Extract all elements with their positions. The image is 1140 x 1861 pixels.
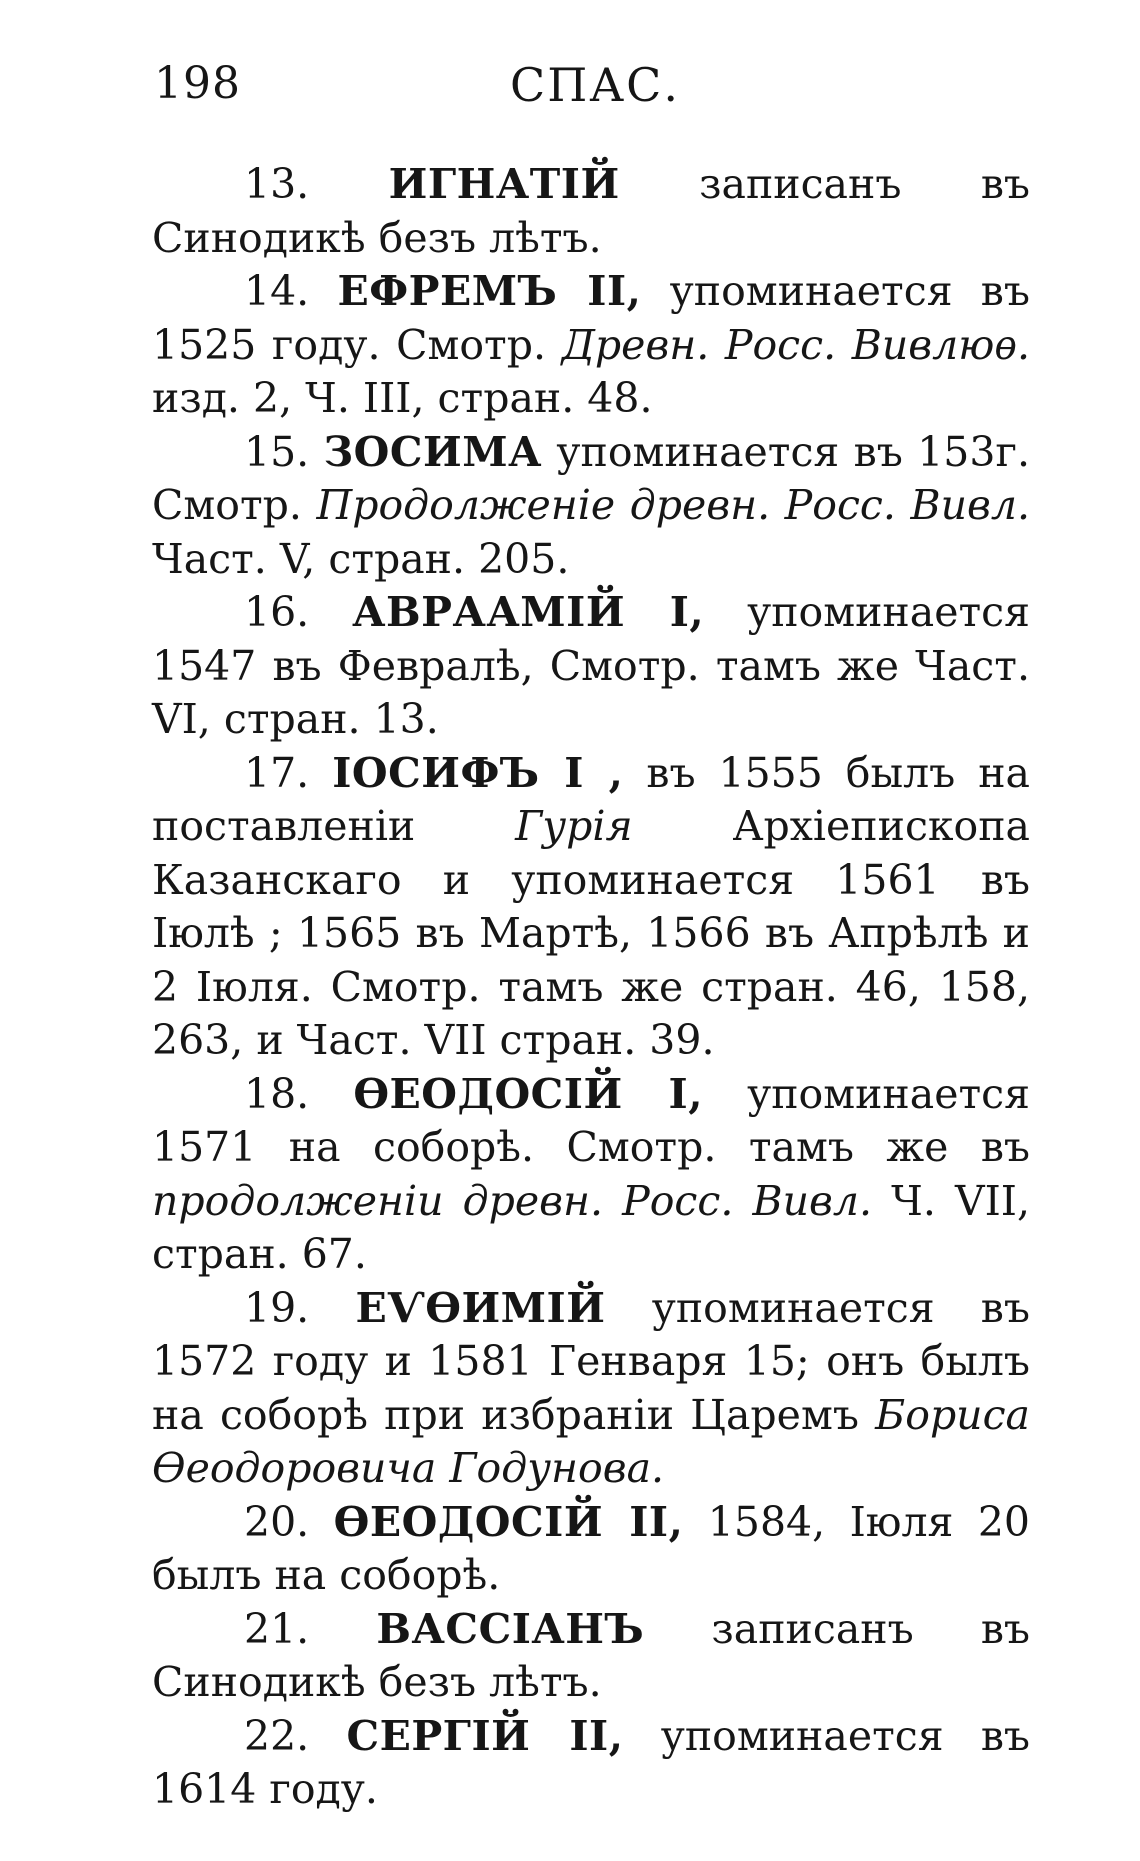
entry-number: 17. xyxy=(244,748,310,797)
entry-text: изд. 2, Ч. III, стран. 48. xyxy=(152,374,653,422)
entry-20 xyxy=(152,1496,1030,1603)
entry-italic-text: Продолженіе древн. Росс. Вивл. xyxy=(316,481,1030,529)
entry-italic-text: Гурія xyxy=(515,802,633,850)
entry-name: СЕРГІЙ II, xyxy=(346,1711,624,1760)
entry-text: Част. V, стран. 205. xyxy=(152,534,570,583)
text-block xyxy=(152,158,1030,1817)
entry-number: 15. xyxy=(244,427,310,476)
entry-name: ЕѴѲИМІЙ xyxy=(355,1283,606,1332)
entry-number: 14. xyxy=(244,267,310,315)
entry-number: 18. xyxy=(244,1069,310,1118)
entry-16 xyxy=(152,586,1030,747)
entry-name: ЗОСИМА xyxy=(323,427,543,476)
entry-name: ВАССІАНЪ xyxy=(376,1604,645,1653)
entry-text: упоминается въ 1572 году и 1581 Генваря 15; онъ былъ на соборѣ при избраніи Царемъ xyxy=(152,1283,1030,1439)
entry-italic-text: продолженіи древн. Росс. Вивл. xyxy=(152,1176,873,1225)
entry-italic-text: Бориса Ѳеодоровича Годунова. xyxy=(152,1390,1030,1492)
entry-name: АВРААМІЙ I, xyxy=(352,588,705,636)
entry-text: упоминается въ 1525 году. Смотр. xyxy=(152,267,1030,369)
entry-text: упоминается въ 153г. Смотр. xyxy=(152,427,1030,529)
entry-18 xyxy=(152,1068,1030,1282)
entry-text: записанъ въ Синодикѣ безъ лѣтъ. xyxy=(152,160,1030,262)
entry-number: 16. xyxy=(244,588,310,636)
entry-15 xyxy=(152,426,1030,587)
entry-text: въ 1555 былъ на поставленіи xyxy=(152,748,1030,850)
entry-text: упоминается 1547 въ Февралѣ, Смотр. тамъ же Част. VI, стран. 13. xyxy=(152,588,1030,743)
page-number: 198 xyxy=(154,58,241,109)
entry-17 xyxy=(152,747,1030,1068)
entry-number: 19. xyxy=(244,1283,310,1332)
entry-text: Ч. VII, стран. 67. xyxy=(152,1176,1031,1278)
entry-number: 13. xyxy=(244,160,310,208)
entry-number: 22. xyxy=(244,1711,310,1760)
running-head: СПАС. xyxy=(510,58,680,112)
entry-number: 20. xyxy=(244,1497,310,1546)
entry-name: ІОСИФЪ I , xyxy=(332,748,624,797)
entry-text: упоминается въ 1614 году. xyxy=(152,1711,1030,1813)
entry-number: 21. xyxy=(244,1604,310,1653)
entry-name: ИГНАТІЙ xyxy=(388,160,620,208)
entry-22 xyxy=(152,1710,1030,1817)
entry-21 xyxy=(152,1603,1030,1710)
entry-name: ЕФРЕМЪ II, xyxy=(337,267,642,315)
entry-text: упоминается 1571 на соборѣ. Смотр. тамъ же въ xyxy=(152,1069,1030,1171)
entry-text: записанъ въ Синодикѣ безъ лѣтъ. xyxy=(152,1604,1030,1706)
entry-14 xyxy=(152,265,1030,426)
entry-13 xyxy=(152,158,1030,265)
entry-italic-text: Древн. Росс. Вивлюѳ. xyxy=(561,320,1030,369)
entry-19 xyxy=(152,1282,1030,1496)
entry-text: Архіепископа Казанскаго и упоминается 1561 въ Іюлѣ ; 1565 въ Мартѣ, 1566 въ Апрѣлѣ и 2 Іюля. Смотр. тамъ же стран. 46, 158, 263, и Част. VII стран. 39. xyxy=(152,802,1030,1064)
entry-name: ѲЕОДОСІЙ I, xyxy=(353,1069,703,1118)
page-header xyxy=(150,58,1020,118)
entry-text: 1584, Іюля 20 былъ на соборѣ. xyxy=(152,1497,1030,1599)
entry-name: ѲЕОДОСІЙ II, xyxy=(333,1497,684,1546)
